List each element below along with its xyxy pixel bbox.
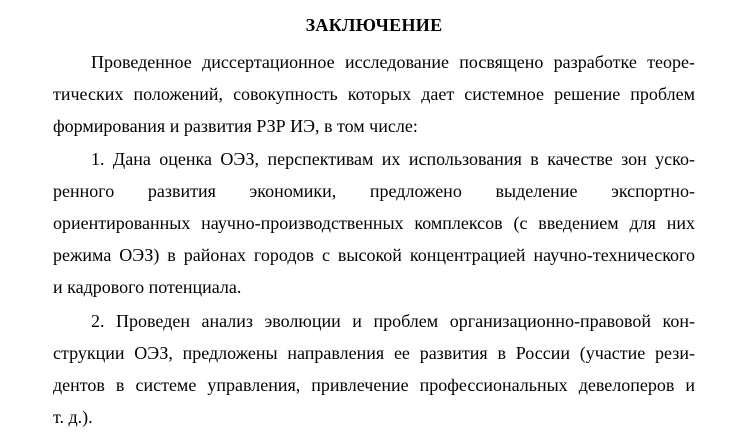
paragraph-1-line-3: формирования и развития РЗР ИЭ, в том числе: xyxy=(53,116,418,136)
document-title: ЗАКЛЮЧЕНИЕ xyxy=(305,15,443,35)
paragraph-1-line-2: тических положений, совокупность которых дает системное решение проблем xyxy=(53,84,695,104)
paragraph-2-line-4: режима ОЭЗ) в районах городов с высокой концентрацией научно-технического xyxy=(53,245,695,265)
paragraph-3-line-1: 2. Проведен анализ эволюции и проблем организационно-правовой кон- xyxy=(91,311,695,331)
paragraph-2-line-3: ориентированных научно-производственных комплексов (с введением для них xyxy=(53,213,695,233)
paragraph-2-line-1: 1. Дана оценка ОЭЗ, перспективам их использования в качестве зон уско- xyxy=(91,149,695,169)
paragraph-3-line-2: струкции ОЭЗ, предложены направления ее развития в России (участие рези- xyxy=(53,343,695,363)
paragraph-3-line-3: дентов в системе управления, привлечение профессиональных девелоперов и xyxy=(53,375,695,395)
paragraph-2-line-2: ренного развития экономики, предложено выделение экспортно- xyxy=(53,181,695,201)
paragraph-3-line-4: т. д.). xyxy=(53,407,93,427)
paragraph-1-line-1: Проведенное диссертационное исследование посвящено разработке теоре- xyxy=(91,52,695,72)
paragraph-2-line-5: и кадрового потенциала. xyxy=(53,277,242,297)
